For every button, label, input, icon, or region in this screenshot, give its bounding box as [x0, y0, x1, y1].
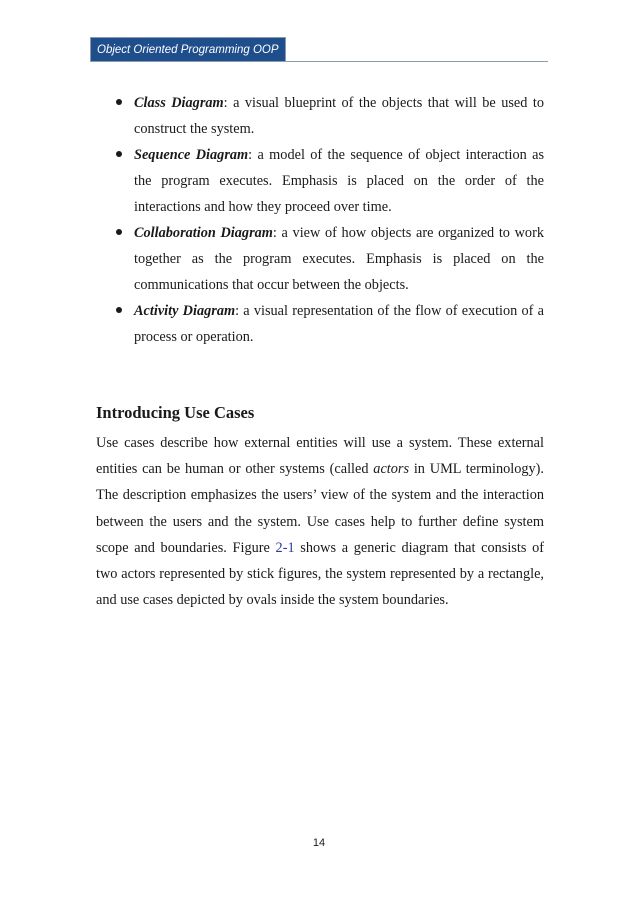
bullet-dot-icon: [116, 151, 122, 157]
use-cases-paragraph: [96, 430, 544, 613]
bullet-activity-diagram: [96, 298, 544, 350]
diagram-bullet-list: [96, 90, 544, 350]
bullet-dot-icon: [116, 307, 122, 313]
page-number: 14: [312, 837, 326, 849]
paragraph-text-part3: shows a generic diagram that consists of two actors represented by stick figures, the system represented by a rectangle, and use cases depicted by ovals inside the system boundaries.: [96, 539, 544, 609]
bullet-term: Activity Diagram: [134, 303, 236, 319]
paragraph-text-part1: Use cases describe how external entities will use a system. These external entities can be human or other systems (called: [96, 435, 544, 478]
bullet-dot-icon: [116, 99, 122, 105]
bullet-text: : a view of how objects are organized to work together as the program executes. Emphasis is placed on the communications that occur between the objects.: [134, 225, 544, 293]
bullet-text: : a model of the sequence of object interaction as the program executes. Emphasis is placed on the order of the interactions and how they proceed over time.: [134, 147, 545, 215]
bullet-class-diagram: [96, 90, 544, 142]
bullet-collaboration-diagram: [96, 220, 544, 298]
figure-reference-link[interactable]: 2-1: [275, 539, 295, 556]
header-rule: [90, 61, 548, 62]
paragraph-text-part2: in UML terminology). The description emphasizes the users’ view of the system and the interaction between the users and the system. Use cases help to further define system scope and boundaries. Figure: [96, 461, 544, 556]
bullet-term: Class Diagram: [134, 95, 224, 111]
bullet-dot-icon: [116, 229, 122, 235]
bullet-term: Sequence Diagram: [134, 147, 249, 163]
bullet-sequence-diagram: [96, 142, 544, 220]
running-header-title: Object Oriented Programming OOP: [97, 44, 279, 56]
bullet-text: : a visual blueprint of the objects that will be used to construct the system.: [134, 95, 544, 137]
section-heading: Introducing Use Cases: [96, 403, 255, 422]
actors-term: actors: [373, 461, 410, 478]
bullet-term: Collaboration Diagram: [134, 225, 273, 241]
bullet-text: : a visual representation of the flow of execution of a process or operation.: [134, 303, 544, 345]
running-header: [90, 37, 286, 62]
